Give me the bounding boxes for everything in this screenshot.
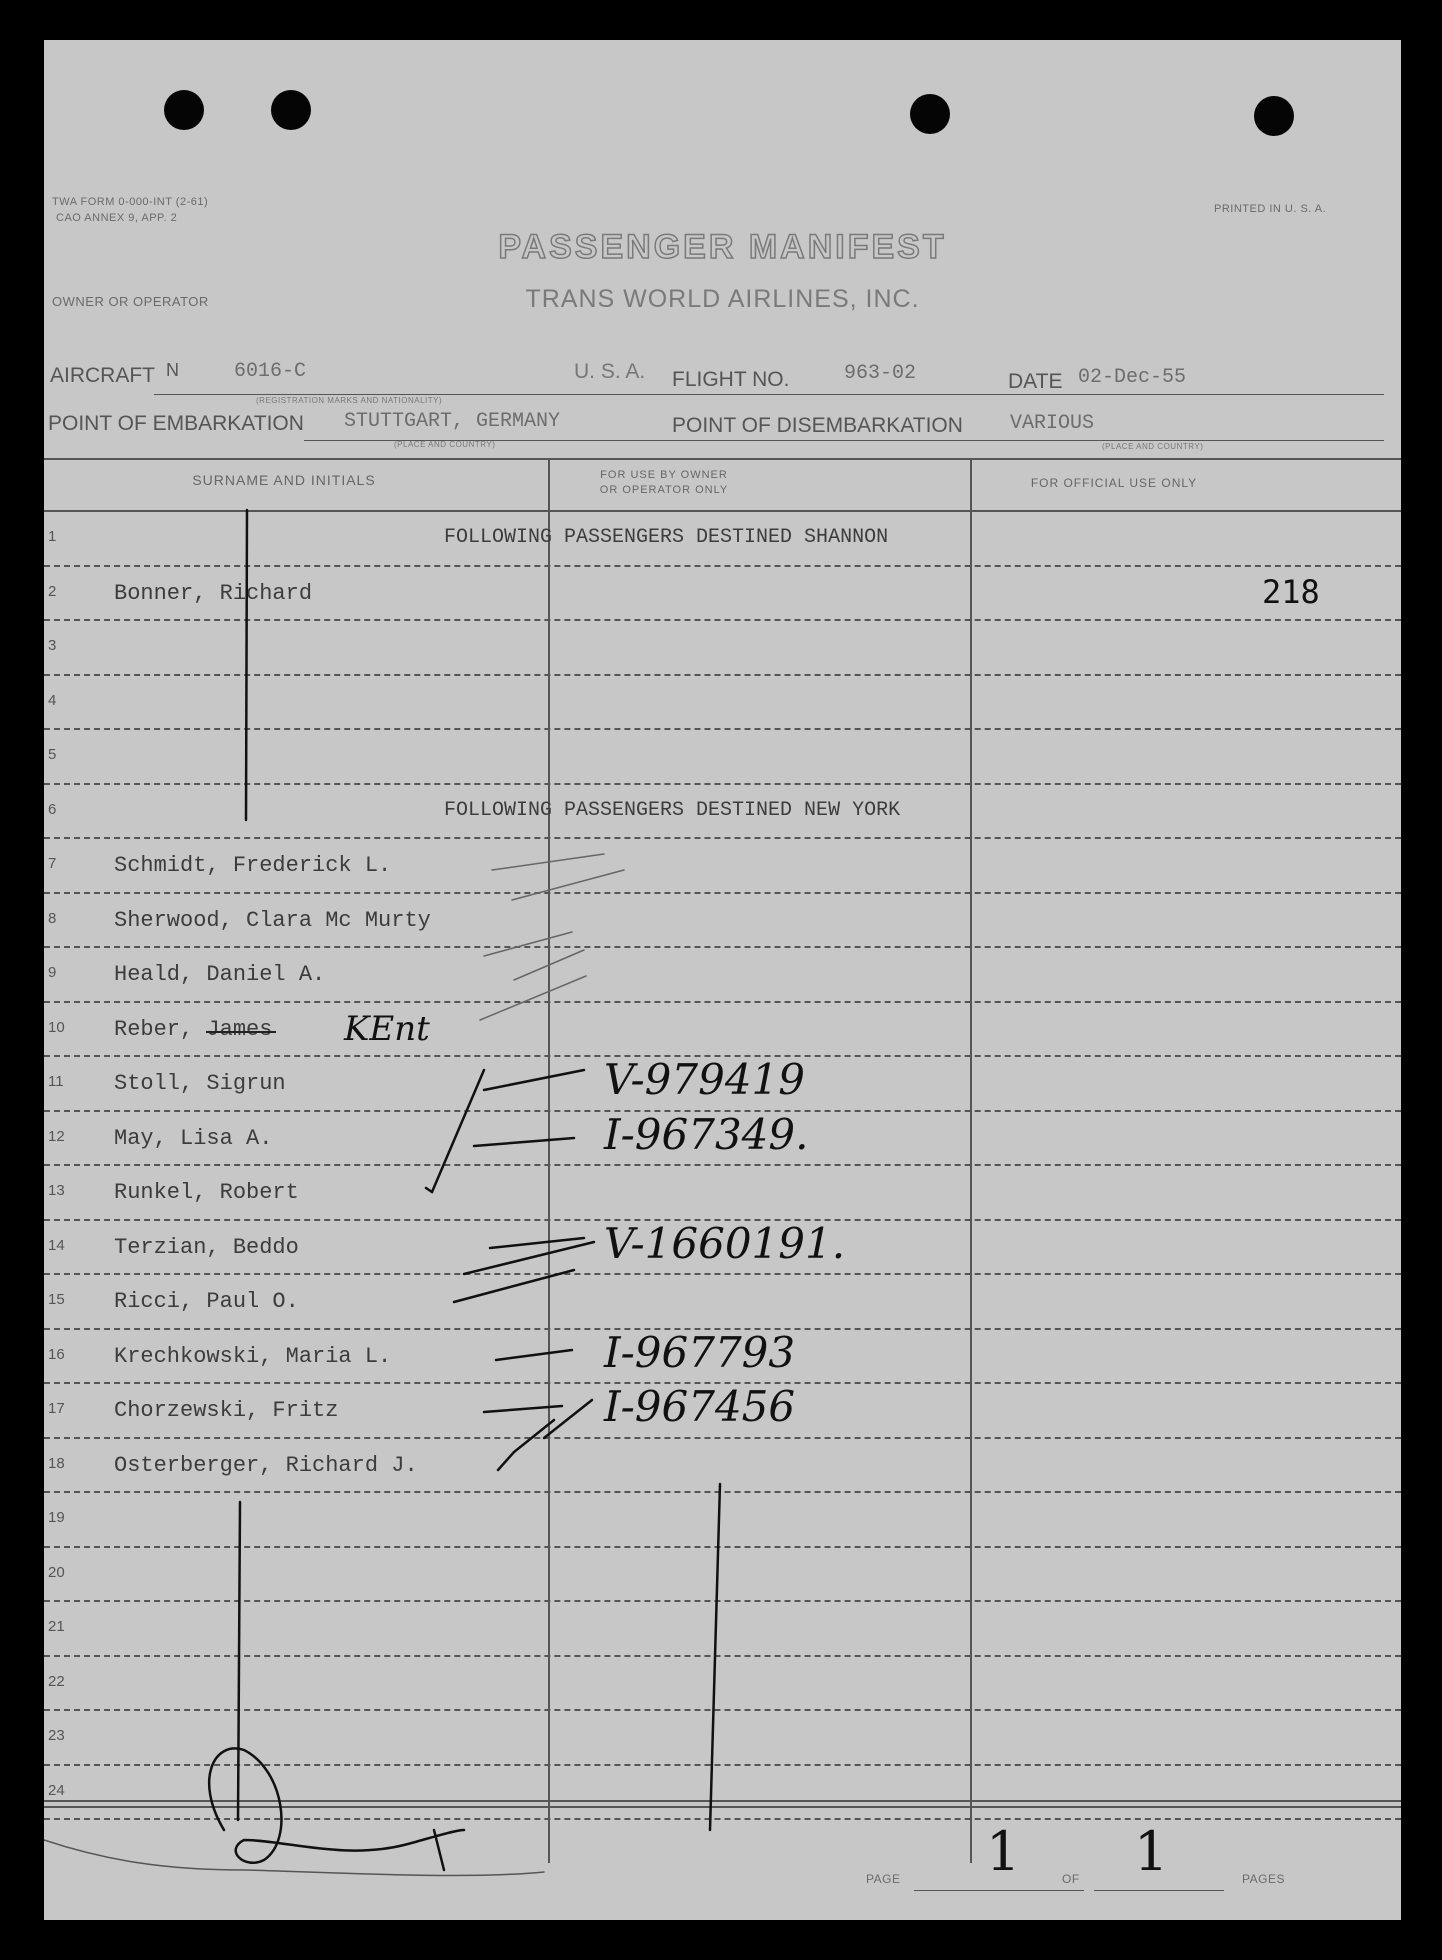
row-number: 15 xyxy=(48,1291,65,1308)
disembarkation-label: POINT OF DISEMBARKATION xyxy=(672,414,963,437)
row-number: 6 xyxy=(48,800,57,818)
pencil-slash xyxy=(512,870,624,900)
visa-number: I-967793 xyxy=(604,1327,796,1377)
of-label: OF xyxy=(1062,1872,1080,1886)
row-number: 16 xyxy=(48,1345,65,1363)
destination-banner: FOLLOWING PASSENGERS DESTINED SHANNON xyxy=(444,526,889,549)
aircraft-number: 6016-C xyxy=(234,360,307,383)
column-header-name: SURNAME AND INITIALS xyxy=(192,472,376,488)
official-stamp-number: 218 xyxy=(1262,572,1320,611)
page-label: PAGE xyxy=(866,1872,901,1886)
passenger-name: Reber, James xyxy=(114,1016,273,1042)
row-number: 1 xyxy=(48,528,57,545)
row-number: 2 xyxy=(48,582,57,600)
row-number: 11 xyxy=(48,1073,64,1090)
manifest-paper xyxy=(44,40,1401,1920)
row-number: 17 xyxy=(48,1400,65,1417)
row-number: 4 xyxy=(48,691,57,709)
row-number: 14 xyxy=(48,1236,65,1254)
document-title: PASSENGER MANIFEST xyxy=(498,228,947,266)
embarkation-point: STUTTGART, GERMANY xyxy=(344,410,561,433)
disembarkation-point: VARIOUS xyxy=(1010,412,1095,435)
pencil-slash xyxy=(480,976,586,1020)
passenger-name: Runkel, Robert xyxy=(114,1180,299,1205)
printed-in-usa: PRINTED IN U. S. A. xyxy=(1214,203,1327,215)
signature xyxy=(209,1748,464,1870)
aircraft-label: AIRCRAFT xyxy=(50,364,155,387)
registration-note: (REGISTRATION MARKS AND NATIONALITY) xyxy=(256,396,443,405)
passenger-name: Krechkowski, Maria L. xyxy=(114,1343,392,1369)
pen-line xyxy=(238,1502,240,1820)
dash-mark xyxy=(474,1138,574,1146)
check-mark xyxy=(426,1188,432,1192)
page-number: 1 xyxy=(986,1820,1021,1883)
passenger-name: Heald, Daniel A. xyxy=(114,962,326,987)
passenger-name: May, Lisa A. xyxy=(114,1125,273,1151)
row-number: 23 xyxy=(48,1727,65,1744)
dash-mark xyxy=(484,1070,584,1090)
passenger-name: Sherwood, Clara Mc Murty xyxy=(114,907,431,933)
column-header-owner: FOR USE BY OWNER OR OPERATOR ONLY xyxy=(599,469,729,496)
passenger-name: Ricci, Paul O. xyxy=(114,1289,299,1314)
dash-mark xyxy=(484,1406,562,1412)
nationality: U. S. A. xyxy=(574,360,646,383)
row-number: 21 xyxy=(48,1618,65,1635)
column-header-official: FOR OFFICIAL USE ONLY xyxy=(1030,476,1198,490)
row-number: 13 xyxy=(48,1182,65,1199)
passenger-name: Terzian, Beddo xyxy=(114,1234,299,1260)
row-number: 22 xyxy=(48,1672,65,1690)
row-number: 18 xyxy=(48,1454,65,1472)
passenger-name: Schmidt, Frederick L. xyxy=(114,853,392,878)
row-number: 9 xyxy=(48,964,57,981)
check-mark xyxy=(498,1420,554,1470)
form-annex: CAO ANNEX 9, APP. 2 xyxy=(56,212,178,224)
row-number: 7 xyxy=(48,855,57,872)
owner-operator-label: OWNER OR OPERATOR xyxy=(52,294,209,309)
row-number: 19 xyxy=(48,1509,65,1526)
row-number: 10 xyxy=(48,1018,65,1036)
pencil-slash xyxy=(484,932,572,956)
slash-mark xyxy=(454,1270,574,1302)
passenger-name: Stoll, Sigrun xyxy=(114,1071,286,1096)
row-number: 8 xyxy=(48,909,57,927)
flight-no-label: FLIGHT NO. xyxy=(672,368,790,391)
passenger-name: Chorzewski, Fritz xyxy=(114,1398,339,1423)
visa-number: I-967349. xyxy=(604,1109,809,1159)
embarkation-label: POINT OF EMBARKATION xyxy=(48,412,304,435)
pages-label: PAGES xyxy=(1242,1872,1285,1886)
pen-line xyxy=(710,1484,720,1830)
aircraft-no-prefix: N xyxy=(166,360,179,380)
pen-line xyxy=(246,510,247,820)
date-label: DATE xyxy=(1008,370,1063,393)
flight-date: 02-Dec-55 xyxy=(1078,366,1187,389)
dash-mark xyxy=(490,1238,584,1248)
airline-name: TRANS WORLD AIRLINES, INC. xyxy=(525,285,920,313)
flight-number: 963-02 xyxy=(844,362,917,385)
row-number: 3 xyxy=(48,637,57,654)
row-number: 24 xyxy=(48,1781,65,1799)
visa-number: I-967456 xyxy=(604,1382,796,1431)
pen-strokes xyxy=(44,40,1401,1920)
row-number: 5 xyxy=(48,746,57,763)
row-number: 20 xyxy=(48,1563,65,1581)
dash-mark xyxy=(496,1350,572,1360)
total-pages: 1 xyxy=(1134,1820,1169,1883)
row-number: 12 xyxy=(48,1127,65,1145)
passenger-name: Osterberger, Richard J. xyxy=(114,1452,418,1478)
pencil-slash xyxy=(492,854,604,870)
form-number: TWA FORM 0-000-INT (2-61) xyxy=(52,196,209,208)
visa-number: V-979419 xyxy=(604,1055,805,1104)
handwritten-correction: KEnt xyxy=(344,1008,430,1049)
disembark-place-note: (PLACE AND COUNTRY) xyxy=(1102,442,1204,451)
passenger-name: Bonner, Richard xyxy=(114,580,313,606)
embark-place-note: (PLACE AND COUNTRY) xyxy=(394,440,496,449)
pencil-slash xyxy=(514,950,584,980)
destination-banner: FOLLOWING PASSENGERS DESTINED NEW YORK xyxy=(444,798,901,822)
visa-number: V-1660191. xyxy=(604,1218,846,1268)
check-mark xyxy=(432,1070,484,1192)
